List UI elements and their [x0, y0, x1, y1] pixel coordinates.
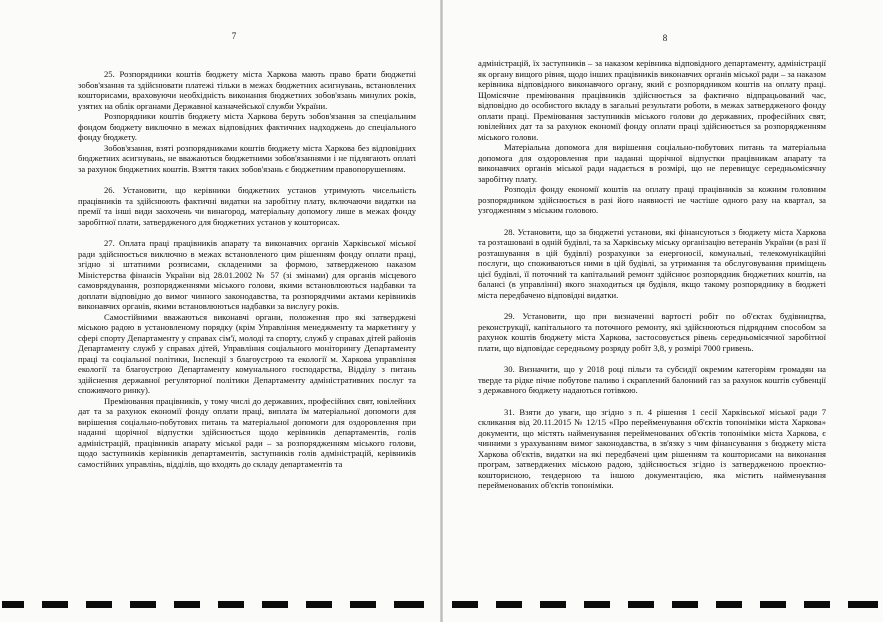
scan-mark	[350, 601, 376, 608]
scan-mark	[394, 601, 424, 608]
scan-mark	[218, 601, 244, 608]
paragraph: адміністрацій, їх заступників – за наказом керівника відповідного департаменту, адміністрації як органу вищого рівня, щодо інших працівників виконавчих органів міської ради – за наказом керівника відповідного виконавчого органу, який є розпорядником коштів на оплату праці. Щомісячне преміювання працівників здійснюється за фактично відпрацьований час, відповідно до особистого вкладу в загальні результати роботи, в межах затвердженого фонду оплати праці. Преміювання заступників міського голови до державних, професійних свят, ювілейних дат та за рахунок економії фонду оплати праці здійснюється за розпорядженням міського голови.	[478, 58, 826, 142]
paragraph: 26. Установити, що керівники бюджетних установ утримують чисельність працівників та здійснюють фактичні видатки на заробітну плату, включаючи видатки на премії та інші види заохочень чи винагород, матеріальну допомогу лише в межах фонду заробітної плати, затвердженого для бюджетних установ у кошторисах.	[78, 185, 416, 227]
paragraph: 25. Розпорядники коштів бюджету міста Харкова мають право брати бюджетні зобов'язання та здійснювати платежі тільки в межах бюджетних асигнувань, встановлених кошторисами, враховуючи необхідність виконання бюджетних зобов'язань минулих років, узятих на облік органами Державної казначейської служби України.	[78, 69, 416, 111]
scan-mark	[496, 601, 522, 608]
paragraph: Самостійними вважаються виконавчі органи, положення про які затверджені міською радою в установленому порядку (крім Управління менеджменту та маркетингу у сфері спорту Департаменту у справах сім'ї, молоді та спорту, служб у справах дітей районів Департаменту служб у справах дітей, Управління соціального моніторингу Департаменту праці та соціальної політики, Інспекції з благоустрою та екології м. Харкова управління екології та благоустрою Департаменту комунального господарства, Відділу з питань здійснення державної регуляторної політики Департаменту адміністративних послуг та споживчого ринку).	[78, 311, 416, 395]
scan-mark	[716, 601, 742, 608]
scan-mark	[584, 601, 610, 608]
paragraph: 31. Взяти до уваги, що згідно з п. 4 рішення 1 сесії Харківської міської ради 7 скликання від 20.11.2015 № 12/15 «Про перейменування об'єктів топоніміки міста Харкова» документи, що містять найменування перейменованих об'єктів топоніміки міста Харкова, є чинними з урахуванням вимог законодавства, в зв'язку з чим фінансування з бюджету міста Харкова об'єктів, видатки на які передбачені цим рішенням та кошторисами на виконання програм, затверджених міською радою, здійснюється згідно із затвердженою проектно-кошторисною, тендерною та іншою документацією, яка містить найменування перейменованих об'єктів топоніміки.	[478, 406, 826, 490]
page-body	[78, 69, 416, 469]
paragraph: 27. Оплата праці працівників апарату та виконавчих органів Харківської міської ради здійснюється виключно в межах встановленого цим рішенням фонду оплати праці, згідно зі штатними розписами, складеними за формою, затвердженою наказом Міністерства фінансів України від 28.01.2002 № 57 (зі змінами) для органів місцевого самоврядування, розпорядженнями міського голови, якими встановлюються надбавки та доплати відповідно до вимог чинного законодавства, та розпорядчими актами керівників виконавчих органів, якими встановлюються надбавки за вислугу років.	[78, 238, 416, 311]
paragraph: Розпорядники коштів бюджету міста Харкова беруть зобов'язання за спеціальним фондом бюджету виключно в межах відповідних фактичних надходжень до спеціального фонду бюджету.	[78, 111, 416, 142]
scan-mark	[130, 601, 156, 608]
page-right	[478, 0, 826, 590]
page-number: 8	[662, 33, 668, 43]
scan-mark	[262, 601, 288, 608]
paragraph: Преміювання працівників, у тому числі до державних, професійних свят, ювілейних дат та за рахунок економії фонду оплати праці, виплата їм матеріальної допомоги для вирішення соціально-побутових питань та матеріальної допомоги для оздоровлення при наданні щорічної відпустки здійснюється щодо керівників департаментів, голів адміністрацій, працівників апарату міської ради – за розпорядженням міського голови, щодо заступників керівників департаментів, заступників голів адміністрацій, керівників самостійних управлінь, відділів, що входять до складу департаментів та	[78, 395, 416, 469]
paragraph: Зобов'язання, взяті розпорядниками коштів бюджету міста Харкова без відповідних бюджетних асигнувань, не вважаються бюджетними зобов'язаннями і не підлягають оплаті за рахунок бюджетних коштів. Взяття таких зобов'язань є бюджетним правопорушенням.	[78, 142, 416, 174]
paragraph: 28. Установити, що за бюджетні установи, які фінансуються з бюджету міста Харкова та розташовані в одній будівлі, та за Харківську міську організацію ветеранів України (в разі її розташування в цій будівлі) розрахунки за енергоносії, комунальні, телекомунікаційні послуги, що споживаються ними в цій будівлі, за утримання та обслуговування приміщень цієї будівлі, її поточний та капітальний ремонт здійснює розпорядник бюджетних коштів, на балансі (в управлінні) якого знаходиться ця будівля, якщо такому розпоряднику в бюджеті міста передбачено відповідні видатки.	[478, 226, 826, 300]
scan-mark	[86, 601, 112, 608]
paragraph: 29. Установити, що при визначенні вартості робіт по об'єктах будівництва, реконструкції, капітального та поточного ремонту, які здійснюються підрядним способом за рахунок коштів бюджету міста Харкова, застосовується рівень середньомісячної заробітної плати, що відповідає середньому розряду робіт 3,8, у розмірі 7000 гривень.	[478, 311, 826, 353]
page-number: 7	[231, 31, 237, 41]
page-gutter	[440, 0, 443, 622]
scan-mark	[452, 601, 478, 608]
scan-mark	[760, 601, 786, 608]
page-body	[478, 58, 826, 491]
scan-mark	[306, 601, 332, 608]
scan-mark	[540, 601, 566, 608]
paragraph: Матеріальна допомога для вирішення соціально-побутових питань та матеріальна допомога для оздоровлення при наданні щорічної відпустки працівникам апарату та виконавчих органів міської ради надається в розмірі, що не перевищує середньомісячну заробітну плату.	[478, 142, 826, 184]
scan-mark	[2, 601, 24, 608]
scan-edge-marks	[0, 592, 883, 622]
scan-mark	[804, 601, 830, 608]
scan-mark	[174, 601, 200, 608]
page-left	[78, 0, 416, 590]
paragraph: Розподіл фонду економії коштів на оплату праці працівників за кожним головним розпорядником здійснюється в разі його наявності не частіше одного разу на квартал, за узгодженням з міським головою.	[478, 184, 826, 215]
scan-mark	[672, 601, 698, 608]
scan-mark	[42, 601, 68, 608]
scan-mark	[848, 601, 878, 608]
scan-mark	[628, 601, 654, 608]
paragraph: 30. Визначити, що у 2018 році пільги та субсидії окремим категоріям громадян на тверде та рідке пічне побутове паливо і скраплений балонний газ за рахунок коштів субвенції з державного бюджету надаються готівкою.	[478, 364, 826, 395]
